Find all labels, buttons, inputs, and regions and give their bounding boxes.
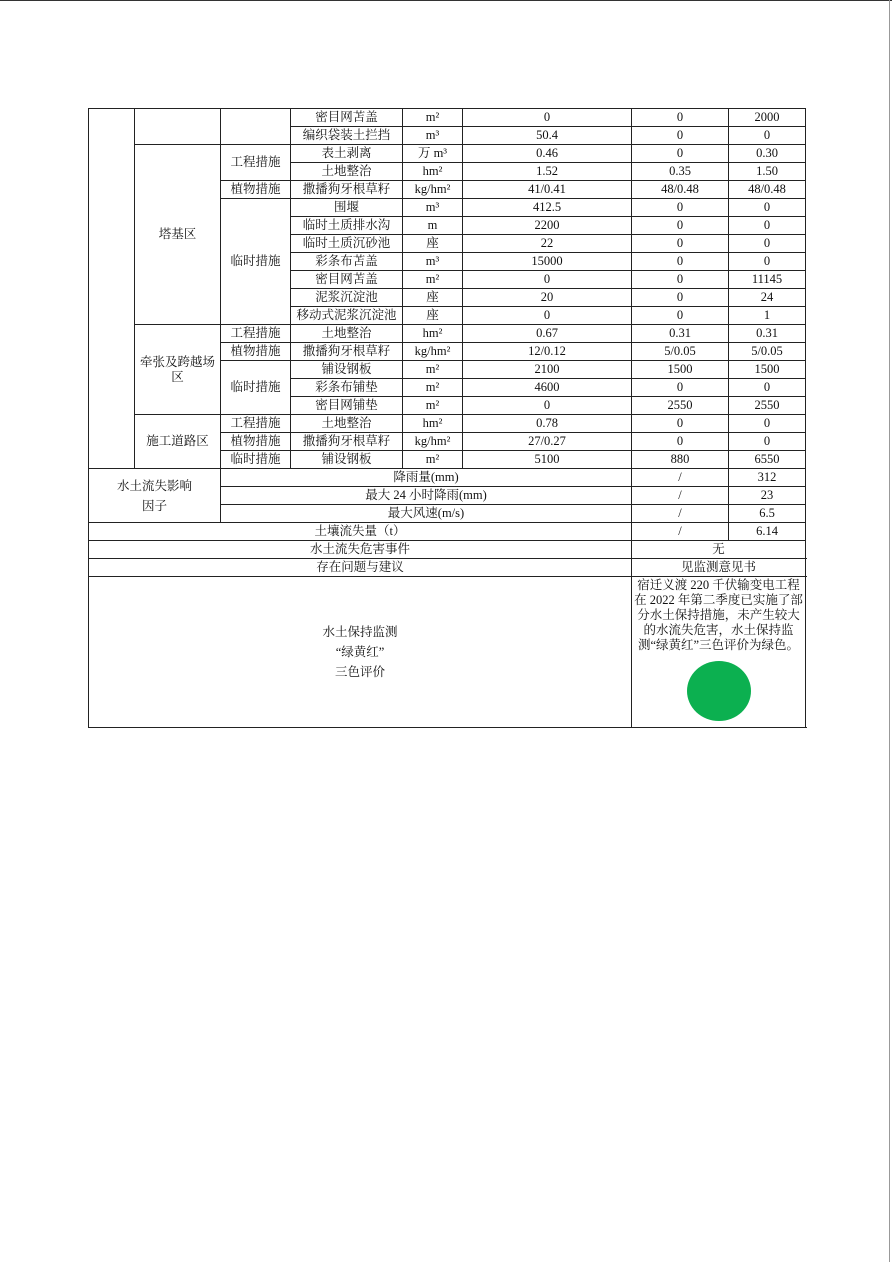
table-row <box>89 577 806 728</box>
cumulative-value: 48/0.48 <box>729 181 806 199</box>
measure-name: 编织袋装土拦挡 <box>291 127 403 145</box>
unit: kg/hm² <box>403 433 463 451</box>
design-value: 15000 <box>463 253 632 271</box>
measure-name: 铺设钢板 <box>291 451 403 469</box>
cumulative-value: 0.30 <box>729 145 806 163</box>
unit: m³ <box>403 253 463 271</box>
cumulative-value: 0 <box>729 433 806 451</box>
design-value: 20 <box>463 289 632 307</box>
evaluation-label-line: 水土保持监测 <box>322 625 398 639</box>
design-value: / <box>632 487 729 505</box>
current-value: 6.14 <box>729 523 806 541</box>
current-value: 0.31 <box>632 325 729 343</box>
current-value: 0 <box>632 145 729 163</box>
table-row <box>89 469 806 487</box>
current-value: 0.35 <box>632 163 729 181</box>
unit: m² <box>403 271 463 289</box>
measure-name: 密目网铺垫 <box>291 397 403 415</box>
measure-name: 土地整治 <box>291 163 403 181</box>
factors-label <box>89 469 221 523</box>
factors-label-text: 水土流失影响因子 <box>116 478 192 513</box>
design-value: / <box>632 505 729 523</box>
evaluation-label <box>89 577 632 728</box>
type-vegetation: 植物措施 <box>221 343 291 361</box>
cumulative-value: 0 <box>729 415 806 433</box>
type-engineering: 工程措施 <box>221 145 291 181</box>
unit: 座 <box>403 235 463 253</box>
measure-name: 彩条布铺垫 <box>291 379 403 397</box>
table-row <box>89 109 806 127</box>
current-value: 880 <box>632 451 729 469</box>
cumulative-value: 2550 <box>729 397 806 415</box>
cumulative-value: 0.31 <box>729 325 806 343</box>
unit: m² <box>403 109 463 127</box>
cumulative-value: 0 <box>729 253 806 271</box>
unit: m³ <box>403 199 463 217</box>
design-value: 22 <box>463 235 632 253</box>
unit: hm² <box>403 325 463 343</box>
unit: kg/hm² <box>403 181 463 199</box>
current-value: 0 <box>632 379 729 397</box>
cumulative-value: 6550 <box>729 451 806 469</box>
current-value: 0 <box>632 271 729 289</box>
type-vegetation: 植物措施 <box>221 433 291 451</box>
cumulative-value: 0 <box>729 217 806 235</box>
design-value: 2200 <box>463 217 632 235</box>
zone-cell-continued <box>135 109 221 145</box>
current-value: 6.5 <box>729 505 806 523</box>
design-value: / <box>632 523 729 541</box>
cumulative-value: 24 <box>729 289 806 307</box>
measure-name: 临时土质排水沟 <box>291 217 403 235</box>
outer-category-cell <box>89 109 135 469</box>
unit: m² <box>403 451 463 469</box>
factor-name: 最大 24 小时降雨(mm) <box>221 487 632 505</box>
unit: kg/hm² <box>403 343 463 361</box>
table-row <box>89 325 806 343</box>
current-value: 2550 <box>632 397 729 415</box>
measure-name: 表土剥离 <box>291 145 403 163</box>
unit: m² <box>403 379 463 397</box>
current-value: 0 <box>632 199 729 217</box>
type-temporary: 临时措施 <box>221 199 291 325</box>
unit: m <box>403 217 463 235</box>
design-value: 0 <box>463 271 632 289</box>
current-value: 5/0.05 <box>632 343 729 361</box>
unit: 座 <box>403 307 463 325</box>
current-value: 0 <box>632 307 729 325</box>
cumulative-value: 1.50 <box>729 163 806 181</box>
unit: hm² <box>403 415 463 433</box>
measure-name: 围堰 <box>291 199 403 217</box>
evaluation-result <box>632 577 806 728</box>
unit: hm² <box>403 163 463 181</box>
measure-name: 临时土质沉砂池 <box>291 235 403 253</box>
monitoring-table <box>88 108 806 728</box>
current-value: 0 <box>632 433 729 451</box>
cumulative-value: 1500 <box>729 361 806 379</box>
design-value: 0 <box>463 397 632 415</box>
measure-name: 移动式泥浆沉淀池 <box>291 307 403 325</box>
page-right-edge <box>889 0 890 1262</box>
measure-name: 铺设钢板 <box>291 361 403 379</box>
table-row <box>89 523 806 541</box>
unit: m³ <box>403 127 463 145</box>
unit: m² <box>403 361 463 379</box>
factor-name: 最大风速(m/s) <box>221 505 632 523</box>
zone-label-road: 施工道路区 <box>135 415 221 469</box>
cumulative-value: 5/0.05 <box>729 343 806 361</box>
current-value: 0 <box>632 127 729 145</box>
type-temporary: 临时措施 <box>221 361 291 415</box>
design-value: 27/0.27 <box>463 433 632 451</box>
page-top-border <box>0 0 892 1</box>
design-value: 412.5 <box>463 199 632 217</box>
table-row <box>89 415 806 433</box>
measure-name: 彩条布苫盖 <box>291 253 403 271</box>
measure-name: 土地整治 <box>291 325 403 343</box>
zone-label-tower: 塔基区 <box>135 145 221 325</box>
unit: 座 <box>403 289 463 307</box>
cumulative-value: 0 <box>729 379 806 397</box>
cumulative-value: 1 <box>729 307 806 325</box>
evaluation-label-line: “绿黄红” <box>335 645 385 659</box>
factor-name: 降雨量(mm) <box>221 469 632 487</box>
evaluation-text: 宿迁义渡 220 千伏输变电工程在 2022 年第二季度已实施了部分水土保持措施，未产生较大的水流失危害，水土保持监测“绿黄红”三色评价为绿色。 <box>634 578 803 652</box>
type-temporary: 临时措施 <box>221 451 291 469</box>
design-value: 5100 <box>463 451 632 469</box>
design-value: 41/0.41 <box>463 181 632 199</box>
measure-name: 泥浆沉淀池 <box>291 289 403 307</box>
measure-name: 撒播狗牙根草籽 <box>291 343 403 361</box>
current-value: 0 <box>632 415 729 433</box>
cumulative-value: 0 <box>729 235 806 253</box>
soil-loss-label: 土壤流失量（t） <box>89 523 632 541</box>
table-row <box>89 559 806 577</box>
current-value: 23 <box>729 487 806 505</box>
current-value: 0 <box>632 235 729 253</box>
measure-name: 土地整治 <box>291 415 403 433</box>
current-value: 0 <box>632 217 729 235</box>
issues-label: 存在问题与建议 <box>89 559 632 577</box>
design-value: 50.4 <box>463 127 632 145</box>
current-value: 48/0.48 <box>632 181 729 199</box>
design-value: 2100 <box>463 361 632 379</box>
design-value: 0.67 <box>463 325 632 343</box>
measure-name: 密目网苫盖 <box>291 271 403 289</box>
design-value: 4600 <box>463 379 632 397</box>
current-value: 312 <box>729 469 806 487</box>
zone-label-stringing: 牵张及跨越场区 <box>135 325 221 415</box>
current-value: 1500 <box>632 361 729 379</box>
type-vegetation: 植物措施 <box>221 181 291 199</box>
current-value: 0 <box>632 253 729 271</box>
table-row <box>89 145 806 163</box>
issues-value: 见监测意见书 <box>632 559 806 577</box>
design-value: 12/0.12 <box>463 343 632 361</box>
hazard-label: 水土流失危害事件 <box>89 541 632 559</box>
current-value: 0 <box>632 109 729 127</box>
cumulative-value: 11145 <box>729 271 806 289</box>
type-engineering: 工程措施 <box>221 325 291 343</box>
table-row <box>89 541 806 559</box>
green-rating-dot <box>687 661 751 721</box>
design-value: 0 <box>463 109 632 127</box>
design-value: 0.78 <box>463 415 632 433</box>
cumulative-value: 0 <box>729 127 806 145</box>
type-cell-continued <box>221 109 291 145</box>
design-value: 0.46 <box>463 145 632 163</box>
measure-name: 撒播狗牙根草籽 <box>291 433 403 451</box>
design-value: 0 <box>463 307 632 325</box>
cumulative-value: 0 <box>729 199 806 217</box>
design-value: 1.52 <box>463 163 632 181</box>
cumulative-value: 2000 <box>729 109 806 127</box>
hazard-value: 无 <box>632 541 806 559</box>
unit: m² <box>403 397 463 415</box>
evaluation-label-line: 三色评价 <box>334 665 385 679</box>
measure-name: 密目网苫盖 <box>291 109 403 127</box>
design-value: / <box>632 469 729 487</box>
unit: 万 m³ <box>403 145 463 163</box>
measure-name: 撒播狗牙根草籽 <box>291 181 403 199</box>
type-engineering: 工程措施 <box>221 415 291 433</box>
current-value: 0 <box>632 289 729 307</box>
